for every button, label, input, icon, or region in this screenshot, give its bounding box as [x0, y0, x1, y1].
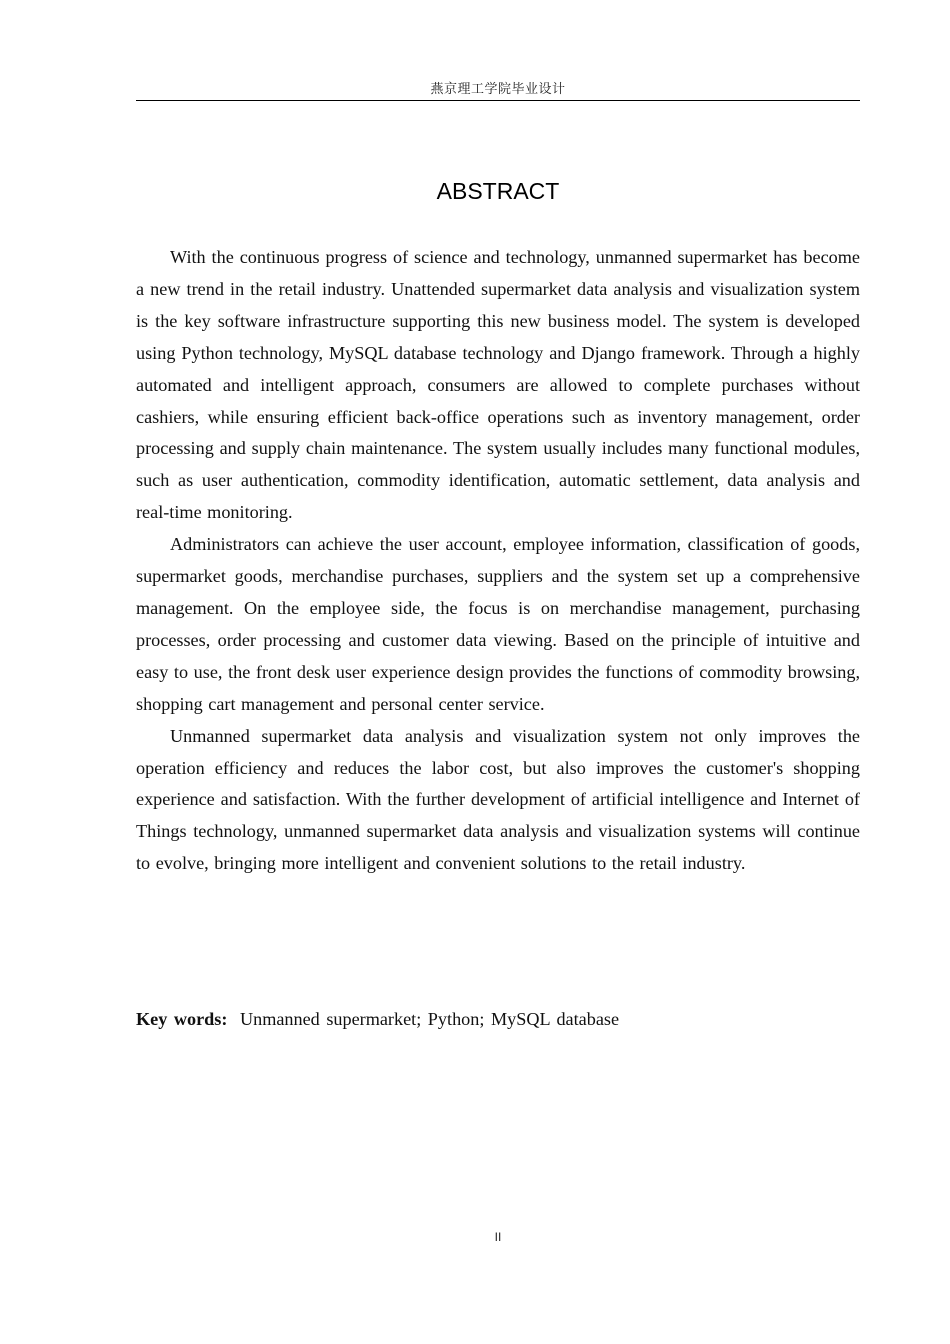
header-rule — [136, 100, 860, 101]
abstract-body — [136, 242, 860, 880]
keywords-label: Key words: — [136, 1009, 228, 1029]
keywords-line — [136, 1004, 860, 1034]
keywords-value: Unmanned supermarket; Python; MySQL database — [239, 1009, 620, 1029]
running-header: 燕京理工学院毕业设计 — [430, 82, 566, 97]
page-number: II — [494, 1230, 502, 1244]
abstract-paragraph-3: Unmanned supermarket data analysis and visualization system not only improves the operation efficiency and reduces the labor cost, but also improves the customer's shopping experience and satisfaction. With the further development of artificial intelligence and Internet of Things technology, unmanned supermarket data analysis and visualization systems will continue to evolve, bringing more intelligent and convenient solutions to the retail industry. — [136, 725, 860, 874]
abstract-paragraph-2: Administrators can achieve the user account, employee information, classification of goods, supermarket goods, merchandise purchases, suppliers and the system set up a comprehensive management. On the employee side, the focus is on merchandise management, purchasing processes, order processing and customer data viewing. Based on the principle of intuitive and easy to use, the front desk user experience design provides the functions of commodity browsing, shopping cart management and personal center service. — [136, 534, 860, 714]
abstract-paragraph-1: With the continuous progress of science and technology, unmanned supermarket has become a new trend in the retail industry. Unattended supermarket data analysis and visualization system is the key software infrastructure supporting this new business model. The system is developed using Python technology, MySQL database technology and Django framework. Through a highly automated and intelligent approach, consumers are allowed to complete purchases without cashiers, while ensuring efficient back-office operations such as inventory management, order processing and supply chain maintenance. The system usually includes many functional modules, such as user authentication, commodity identification, automatic settlement, data analysis and real-time monitoring. — [136, 247, 860, 523]
abstract-title: ABSTRACT — [436, 178, 560, 204]
